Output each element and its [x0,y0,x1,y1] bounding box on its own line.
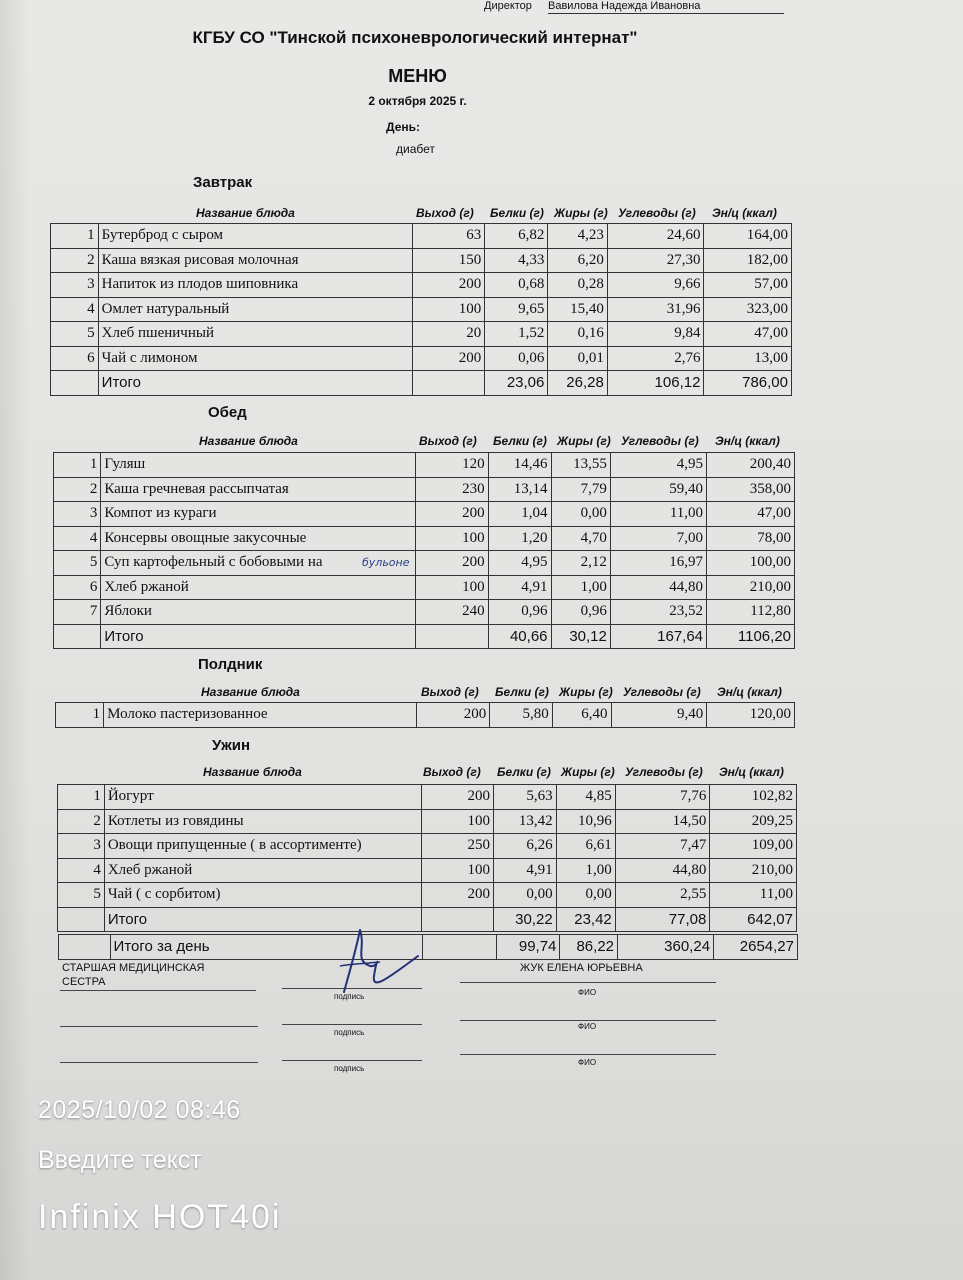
cell-fat: 0,00 [551,502,610,527]
column-header-name: Название блюда [201,685,300,699]
cell-yield: 230 [416,477,488,502]
row-number: 4 [51,297,99,322]
cell-yield: 200 [422,785,494,810]
cell-fat: 0,28 [548,273,607,298]
cell-name: Каша гречневая рассыпчатая [101,477,416,502]
cell-protein: 1,04 [488,502,551,527]
table-row [51,322,792,347]
row-number: 4 [58,858,105,883]
cell-energy: 78,00 [707,526,795,551]
day-total-energy: 2654,27 [714,935,798,960]
handwritten-note: бульоне [362,556,410,569]
column-header-name: Название блюда [203,765,302,779]
column-header-carbs: Углеводы (г) [618,206,696,220]
cell-energy: 210,00 [707,575,795,600]
cell-fat: 1,00 [551,575,610,600]
column-header-protein: Белки (г) [493,434,547,448]
row-number: 2 [51,248,99,273]
cell-carbs: 9,66 [607,273,704,298]
day-total-yield [422,935,496,960]
total-protein: 30,22 [494,907,557,932]
table-row [51,248,792,273]
row-number: 7 [54,600,101,625]
director-name: Вавилова Надежда Ивановна [548,0,784,14]
cell-yield: 200 [416,551,488,576]
cell-energy: 120,00 [707,703,795,728]
cell-protein: 14,46 [488,453,551,478]
camera-brand: Infinix HOT40i [38,1198,282,1236]
cell-fat: 7,79 [551,477,610,502]
cell-carbs: 16,97 [610,551,706,576]
row-number: 1 [58,785,105,810]
total-energy: 786,00 [704,371,792,396]
table-row [54,453,795,478]
total-empty-cell [51,371,99,396]
row-number: 5 [58,883,105,908]
position-line1: СТАРШАЯ МЕДИЦИНСКАЯ [62,962,205,974]
cell-energy: 100,00 [707,551,795,576]
table-row [54,551,795,576]
handwritten-signature [330,920,430,1000]
menu-title: МЕНЮ [388,66,447,86]
cell-name: Суп картофельный с бобовыми на [101,551,416,576]
cell-energy: 209,25 [710,809,797,834]
total-fat: 23,42 [556,907,615,932]
cell-name: Котлеты из говядины [104,809,422,834]
cell-protein: 5,63 [494,785,557,810]
total-protein: 23,06 [485,371,548,396]
total-fat: 30,12 [551,624,610,649]
cell-name: Напиток из плодов шиповника [98,273,412,298]
cell-yield: 100 [416,526,488,551]
table-row [58,809,797,834]
fio-caption: ФИО [578,988,597,997]
director-label: Директор [484,0,532,12]
row-number: 6 [54,575,101,600]
column-header-carbs: Углеводы (г) [621,434,699,448]
column-header-energy: Эн/ц (ккал) [717,685,782,699]
table-row [51,346,792,371]
sign-line [60,990,256,991]
column-header-yield: Выход (г) [419,434,477,448]
cell-yield: 100 [412,297,485,322]
column-header-fat: Жиры (г) [559,685,613,699]
table-row [58,883,797,908]
cell-fat: 10,96 [556,809,615,834]
row-number: 5 [51,322,99,347]
cell-fat: 6,61 [556,834,615,859]
row-number: 3 [54,502,101,527]
cell-fat: 13,55 [551,453,610,478]
section-title: Ужин [212,737,251,754]
row-number: 1 [56,703,104,728]
cell-protein: 13,42 [494,809,557,834]
meal-table [50,223,792,396]
cell-fat: 15,40 [548,297,607,322]
cell-fat: 6,20 [548,248,607,273]
meal-table [57,784,797,932]
cell-protein: 0,00 [494,883,557,908]
row-number: 6 [51,346,99,371]
cell-carbs: 44,80 [615,858,710,883]
cell-name: Компот из кураги [101,502,416,527]
position-line2: СЕСТРА [62,976,106,988]
column-header-yield: Выход (г) [416,206,474,220]
column-header-protein: Белки (г) [497,765,551,779]
cell-fat: 6,40 [552,703,611,728]
total-carbs: 106,12 [607,371,704,396]
row-number: 1 [51,224,99,249]
cell-yield: 120 [416,453,488,478]
cell-energy: 112,80 [707,600,795,625]
cell-fat: 0,01 [548,346,607,371]
cell-energy: 13,00 [704,346,792,371]
day-total-protein: 99,74 [496,935,560,960]
total-yield [422,907,494,932]
page-shadow [0,0,30,1280]
total-yield [412,371,485,396]
cell-fat: 0,96 [551,600,610,625]
column-header-energy: Эн/ц (ккал) [719,765,784,779]
section-title: Полдник [198,656,263,673]
total-row [54,624,795,649]
column-header-name: Название блюда [196,206,295,220]
row-number: 3 [51,273,99,298]
table-row [58,785,797,810]
cell-carbs: 31,96 [607,297,704,322]
table-row [58,834,797,859]
row-number: 5 [54,551,101,576]
cell-protein: 5,80 [490,703,553,728]
cell-name: Консервы овощные закусочные [101,526,416,551]
total-label: Итого [98,371,412,396]
menu-date: 2 октября 2025 г. [368,94,467,108]
cell-energy: 47,00 [704,322,792,347]
cell-energy: 109,00 [710,834,797,859]
cell-protein: 0,96 [488,600,551,625]
total-fat: 26,28 [548,371,607,396]
cell-energy: 182,00 [704,248,792,273]
cell-carbs: 7,76 [615,785,710,810]
column-header-protein: Белки (г) [495,685,549,699]
total-yield [416,624,488,649]
cell-fat: 4,85 [556,785,615,810]
cell-carbs: 2,76 [607,346,704,371]
total-label: Итого [104,907,422,932]
photo-caption: Введите текст [38,1146,202,1174]
cell-fat: 0,00 [556,883,615,908]
cell-protein: 0,68 [485,273,548,298]
sign-line [460,1020,716,1021]
cell-energy: 57,00 [704,273,792,298]
day-label: День: [386,120,420,134]
cell-name: Каша вязкая рисовая молочная [98,248,412,273]
column-header-carbs: Углеводы (г) [625,765,703,779]
sign-caption: подпись [334,1064,365,1073]
total-energy: 1106,20 [707,624,795,649]
row-number: 4 [54,526,101,551]
cell-carbs: 24,60 [607,224,704,249]
cell-yield: 200 [412,346,485,371]
column-header-fat: Жиры (г) [557,434,611,448]
total-protein: 40,66 [488,624,551,649]
cell-name: Хлеб пшеничный [98,322,412,347]
photo-timestamp: 2025/10/02 08:46 [38,1096,241,1124]
cell-energy: 210,00 [710,858,797,883]
cell-name: Молоко пастеризованное [104,703,417,728]
sign-line [282,1060,422,1061]
table-row [51,273,792,298]
cell-name: Овощи припущенные ( в ассортименте) [104,834,422,859]
cell-fat: 1,00 [556,858,615,883]
cell-carbs: 59,40 [610,477,706,502]
cell-carbs: 7,47 [615,834,710,859]
cell-yield: 200 [416,502,488,527]
cell-name: Бутерброд с сыром [98,224,412,249]
fio-caption: ФИО [578,1058,597,1067]
table-row [54,575,795,600]
cell-protein: 4,33 [485,248,548,273]
cell-energy: 323,00 [704,297,792,322]
cell-protein: 6,26 [494,834,557,859]
column-header-energy: Эн/ц (ккал) [715,434,780,448]
cell-protein: 4,91 [488,575,551,600]
cell-protein: 4,95 [488,551,551,576]
cell-name: Яблоки [101,600,416,625]
column-header-energy: Эн/ц (ккал) [712,206,777,220]
cell-carbs: 44,80 [610,575,706,600]
day-total-label: Итого за день [110,935,422,960]
column-header-fat: Жиры (г) [554,206,608,220]
cell-carbs: 7,00 [610,526,706,551]
cell-name: Гуляш [101,453,416,478]
cell-carbs: 23,52 [610,600,706,625]
cell-fat: 0,16 [548,322,607,347]
cell-fat: 2,12 [551,551,610,576]
fio-caption: ФИО [578,1022,597,1031]
cell-carbs: 2,55 [615,883,710,908]
total-empty-cell [54,624,101,649]
meal-table [55,702,795,728]
table-row [54,477,795,502]
column-header-protein: Белки (г) [490,206,544,220]
cell-carbs: 14,50 [615,809,710,834]
cell-carbs: 27,30 [607,248,704,273]
table-row [54,502,795,527]
table-row [54,526,795,551]
cell-protein: 1,52 [485,322,548,347]
diet-label: диабет [396,142,435,156]
day-total-empty-cell [59,935,111,960]
column-header-yield: Выход (г) [421,685,479,699]
column-header-name: Название блюда [199,434,298,448]
cell-yield: 150 [412,248,485,273]
cell-protein: 13,14 [488,477,551,502]
cell-energy: 164,00 [704,224,792,249]
cell-yield: 240 [416,600,488,625]
cell-energy: 47,00 [707,502,795,527]
signer-name: ЖУК ЕЛЕНА ЮРЬЕВНА [520,962,643,974]
total-energy: 642,07 [710,907,797,932]
cell-energy: 102,82 [710,785,797,810]
total-row [51,371,792,396]
cell-yield: 63 [412,224,485,249]
cell-name: Хлеб ржаной [101,575,416,600]
sign-line [460,982,716,983]
day-total-fat: 86,22 [560,935,618,960]
column-header-carbs: Углеводы (г) [623,685,701,699]
cell-energy: 11,00 [710,883,797,908]
cell-fat: 4,70 [551,526,610,551]
cell-name: Йогурт [104,785,422,810]
cell-carbs: 11,00 [610,502,706,527]
sign-caption: подпись [334,1028,365,1037]
cell-energy: 358,00 [707,477,795,502]
cell-yield: 100 [422,858,494,883]
cell-yield: 100 [416,575,488,600]
table-row [51,224,792,249]
total-carbs: 167,64 [610,624,706,649]
row-number: 1 [54,453,101,478]
cell-yield: 200 [412,273,485,298]
cell-energy: 200,40 [707,453,795,478]
column-header-fat: Жиры (г) [561,765,615,779]
cell-protein: 0,06 [485,346,548,371]
section-title: Завтрак [193,174,253,191]
row-number: 2 [54,477,101,502]
cell-protein: 9,65 [485,297,548,322]
row-number: 3 [58,834,105,859]
cell-protein: 4,91 [494,858,557,883]
row-number: 2 [58,809,105,834]
cell-name: Омлет натуральный [98,297,412,322]
cell-protein: 1,20 [488,526,551,551]
day-total-carbs: 360,24 [618,935,714,960]
sign-line [60,1062,258,1063]
cell-fat: 4,23 [548,224,607,249]
sign-line [282,1024,422,1025]
cell-name: Хлеб ржаной [104,858,422,883]
sign-caption: подпись [334,992,365,1001]
table-row [54,600,795,625]
cell-carbs: 9,40 [611,703,707,728]
cell-protein: 6,82 [485,224,548,249]
total-empty-cell [58,907,105,932]
cell-yield: 100 [422,809,494,834]
table-row [51,297,792,322]
organization-title: КГБУ СО "Тинской психоневрологический интернат" [192,28,638,47]
table-row [58,858,797,883]
total-carbs: 77,08 [615,907,710,932]
cell-name: Чай с лимоном [98,346,412,371]
table-row [56,703,795,728]
column-header-yield: Выход (г) [423,765,481,779]
total-label: Итого [101,624,416,649]
section-title: Обед [208,404,247,421]
meal-table [53,452,795,649]
sign-line [60,1026,258,1027]
cell-name: Чай ( с сорбитом) [104,883,422,908]
cell-carbs: 9,84 [607,322,704,347]
cell-carbs: 4,95 [610,453,706,478]
cell-yield: 200 [416,703,489,728]
sign-line [460,1054,716,1055]
cell-yield: 20 [412,322,485,347]
cell-yield: 250 [422,834,494,859]
cell-yield: 200 [422,883,494,908]
